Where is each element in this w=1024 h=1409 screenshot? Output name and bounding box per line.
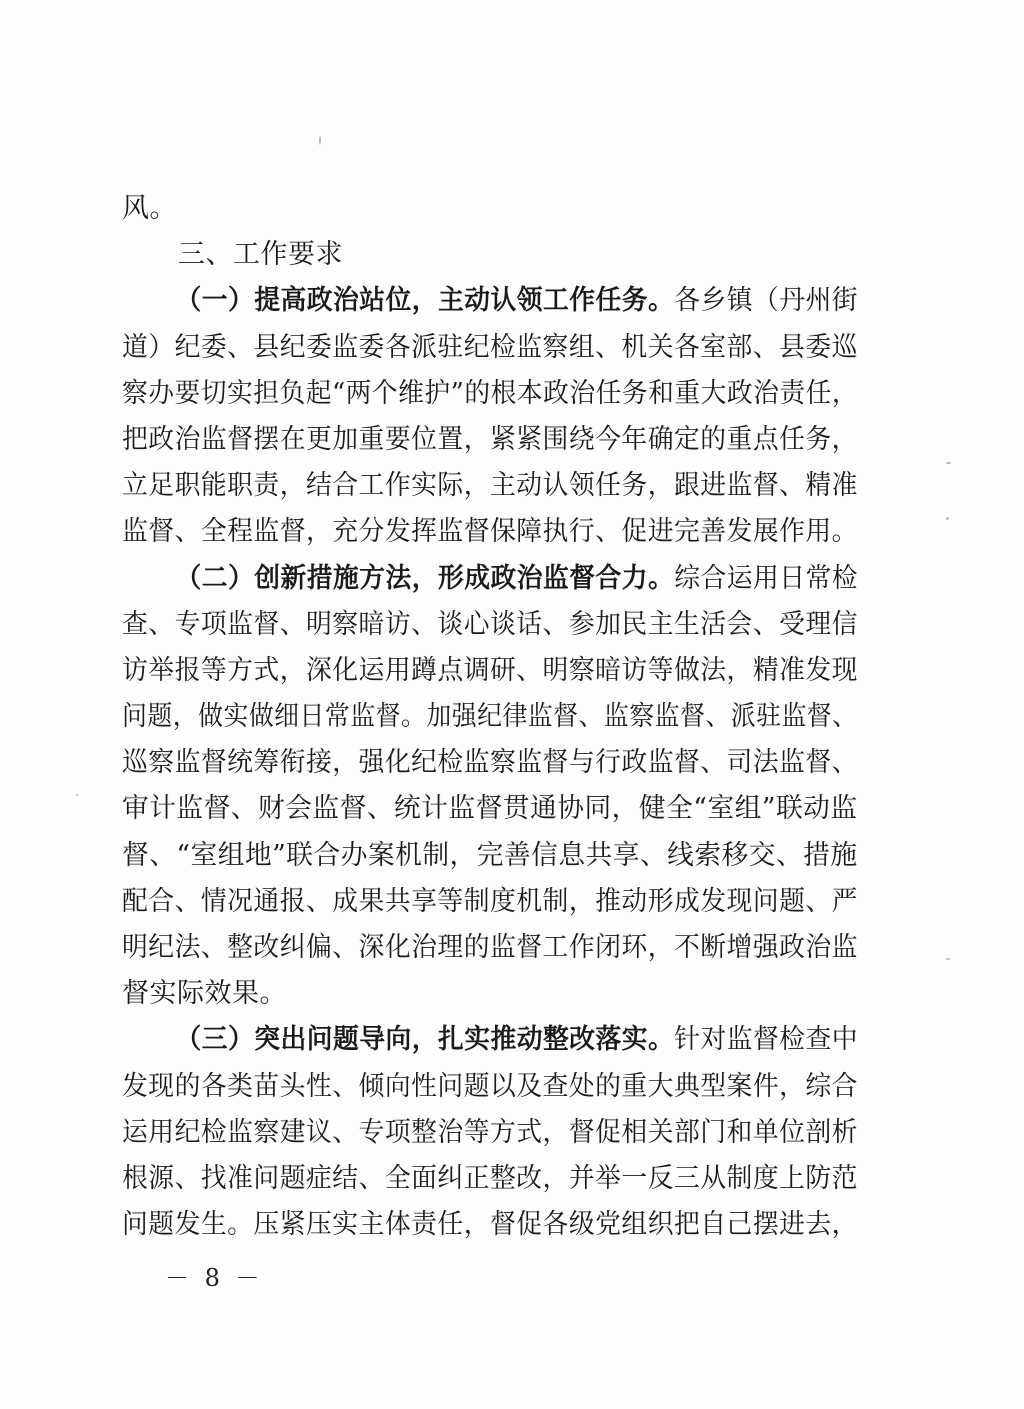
text-run: 根源、找准问题症结、全面纠正整改，并举一反三从制度上防范 [122,1162,858,1194]
section-heading [122,232,858,278]
text-run: 问题，做实做细日常监督。加强纪律监督、监察监督、派驻监督、 [122,701,858,733]
text-run: 把政治监督摆在更加重要位置，紧紧围绕今年确定的重点任务， [122,423,858,455]
text-run: 察办要切实担负起“两个维护”的根本政治任务和重大政治责任， [122,377,859,409]
text-line [122,1064,858,1110]
text-run: 审计监督、财会监督、统计监督贯通协同，健全“室组”联动监 [122,793,858,825]
text-line [122,971,858,1017]
text-line [122,879,858,925]
text-line [122,417,858,463]
text-run: 查、专项监督、明察暗访、谈心谈话、参加民主生活会、受理信 [122,608,858,640]
text-run: 发现的各类苗头性、倾向性问题以及查处的重大典型案件，综合 [122,1070,858,1102]
text-run: 巡察监督统筹衔接，强化纪检监察监督与行政监督、司法监督、 [122,747,858,779]
text-line [122,1017,858,1063]
text-line [122,1110,858,1156]
text-line [122,278,858,324]
text-line [122,325,858,371]
text-run: 配合、情况通报、成果共享等制度机制，推动形成发现问题、严 [122,885,858,917]
scan-speck [319,136,321,145]
text-line [122,648,858,694]
text-run: 综合运用日常检 [674,562,858,594]
text-line [122,371,859,417]
section-heading-text: 三、工作要求 [178,239,343,271]
text-line [122,694,858,740]
subsection-heading: （二）创新措施方法，形成政治监督合力。 [175,562,675,594]
text-line [122,925,858,971]
text-line [122,833,858,879]
text-run: 各乡镇（丹州街 [674,285,858,317]
text-run: 运用纪检监察建议、专项整治等方式，督促相关部门和单位剖析 [122,1116,858,1148]
scan-speck [946,958,950,960]
text-line [122,602,858,648]
subsection-heading: （三）突出问题导向，扎实推动整改落实。 [175,1024,675,1056]
text-line [122,463,858,509]
text-run: 风。 [122,193,177,224]
text-run: 监督、全程监督，充分发挥监督保障执行、促进完善发展作用。 [122,516,858,548]
subsection-heading: （一）提高政治站位，主动认领工作任务。 [175,285,675,317]
text-run: 督实际效果。 [122,978,287,1010]
document-body [122,186,858,1248]
page-number: － 8 － [165,1264,264,1292]
text-run: 立足职能职责，结合工作实际，主动认领任务，跟进监督、精准 [122,470,858,502]
text-line [122,1202,858,1248]
text-line [122,509,858,555]
scan-speck [946,517,949,520]
text-run: 督、“室组地”联合办案机制，完善信息共享、线索移交、措施 [122,839,858,871]
scan-speck [946,462,951,464]
text-run: 问题发生。压紧压实主体责任，督促各级党组织把自己摆进去， [122,1209,858,1241]
text-run: 道）纪委、县纪委监委各派驻纪检监察组、机关各室部、县委巡 [122,331,858,363]
text-line [122,1156,858,1202]
text-line [122,786,858,832]
scan-speck [76,794,78,796]
text-run: 明纪法、整改纠偏、深化治理的监督工作闭环，不断增强政治监 [122,932,858,963]
text-line [122,740,858,786]
text-line [122,186,858,232]
text-run: 针对监督检查中 [674,1024,858,1056]
text-line [122,556,858,602]
text-run: 访举报等方式，深化运用蹲点调研、明察暗访等做法，精准发现 [122,654,858,686]
